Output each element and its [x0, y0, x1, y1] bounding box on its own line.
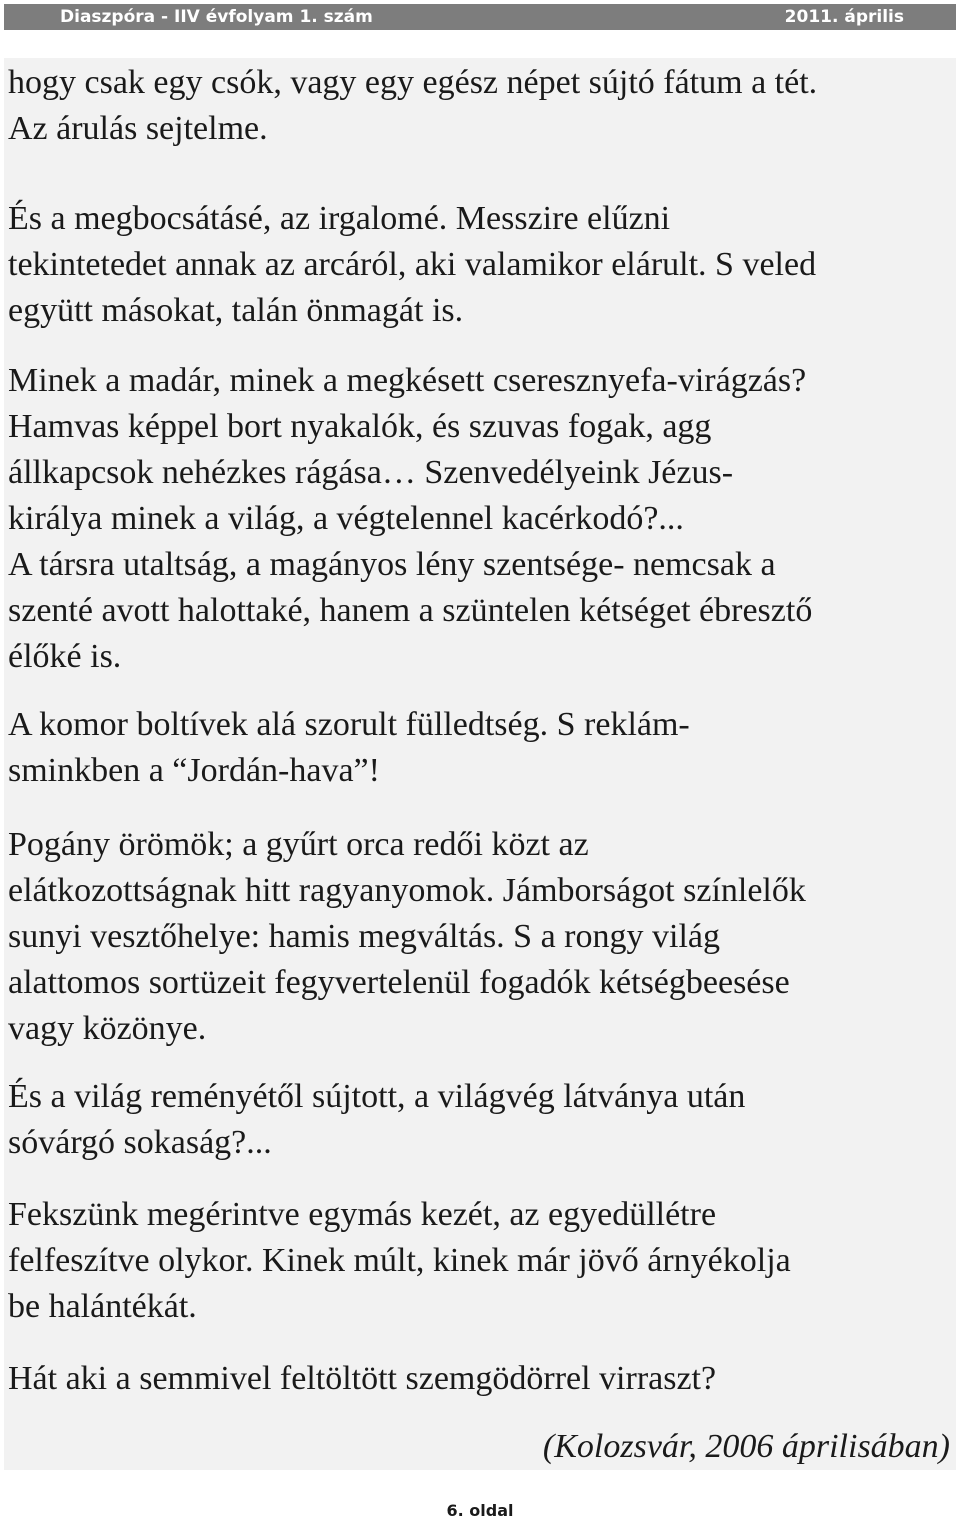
text-line: sminkben a “Jordán-hava”!: [8, 752, 380, 789]
paragraph-1: [8, 60, 817, 152]
text-line: együtt másokat, talán önmagát is.: [8, 292, 464, 329]
header-date: 2011. április: [784, 7, 904, 27]
text-line: Minek a madár, minek a megkésett cseresznyefa-virágzás?: [8, 362, 807, 399]
signature-place-date: (Kolozsvár, 2006 áprilisában): [542, 1428, 950, 1465]
text-line: A társra utaltság, a magányos lény szentsége- nemcsak a: [8, 546, 776, 583]
text-line: tekintetedet annak az arcáról, aki valamikor elárult. S veled: [8, 246, 817, 283]
text-line: Az árulás sejtelme.: [8, 110, 268, 147]
article-body: [4, 58, 956, 1470]
paragraph-4: [8, 702, 690, 794]
text-line: élőké is.: [8, 638, 122, 675]
paragraph-5: [8, 822, 806, 1052]
text-line: felfeszítve olykor. Kinek múlt, kinek már jövő árnyékolja: [8, 1242, 791, 1279]
text-line: hogy csak egy csók, vagy egy egész népet sújtó fátum a tét.: [8, 64, 818, 101]
text-line: állkapcsok nehézkes rágása… Szenvedélyeink Jézus-: [8, 454, 734, 491]
paragraph-3: [8, 358, 812, 680]
text-line: királya minek a világ, a végtelennel kacérkodó?...: [8, 500, 684, 537]
paragraph-2: [8, 196, 816, 334]
paragraph-8: [8, 1356, 716, 1402]
page-number: 6. oldal: [446, 1501, 514, 1520]
page-header: [4, 4, 956, 30]
text-line: be halántékát.: [8, 1288, 197, 1325]
text-line: szenté avott halottaké, hanem a szüntelen kétséget ébresztő: [8, 592, 813, 629]
paragraph-7: [8, 1192, 791, 1330]
text-line: elátkozottságnak hitt ragyanyomok. Jámborságot színlelők: [8, 872, 806, 909]
text-line: sóvárgó sokaság?...: [8, 1124, 272, 1161]
text-line: És a megbocsátásé, az irgalomé. Messzire elűzni: [8, 200, 671, 237]
text-line: alattomos sortüzeit fegyvertelenül fogadók kétségbeesése: [8, 964, 790, 1001]
text-line: Pogány örömök; a gyűrt orca redői közt az: [8, 826, 589, 863]
header-publication: Diaszpóra - IIV évfolyam 1. szám: [60, 7, 373, 27]
text-line: Hamvas képpel bort nyakalók, és szuvas fogak, agg: [8, 408, 712, 445]
text-line: És a világ reményétől sújtott, a világvég látványa után: [8, 1078, 746, 1115]
text-line: Fekszünk megérintve egymás kezét, az egyedüllétre: [8, 1196, 717, 1233]
text-line: Hát aki a semmivel feltöltött szemgödörrel virraszt?: [8, 1360, 717, 1397]
text-line: A komor boltívek alá szorult fülledtség. S reklám-: [8, 706, 690, 743]
text-line: sunyi vesztőhelye: hamis megváltás. S a rongy világ: [8, 918, 720, 955]
text-line: vagy közönye.: [8, 1010, 207, 1047]
paragraph-6: [8, 1074, 745, 1166]
